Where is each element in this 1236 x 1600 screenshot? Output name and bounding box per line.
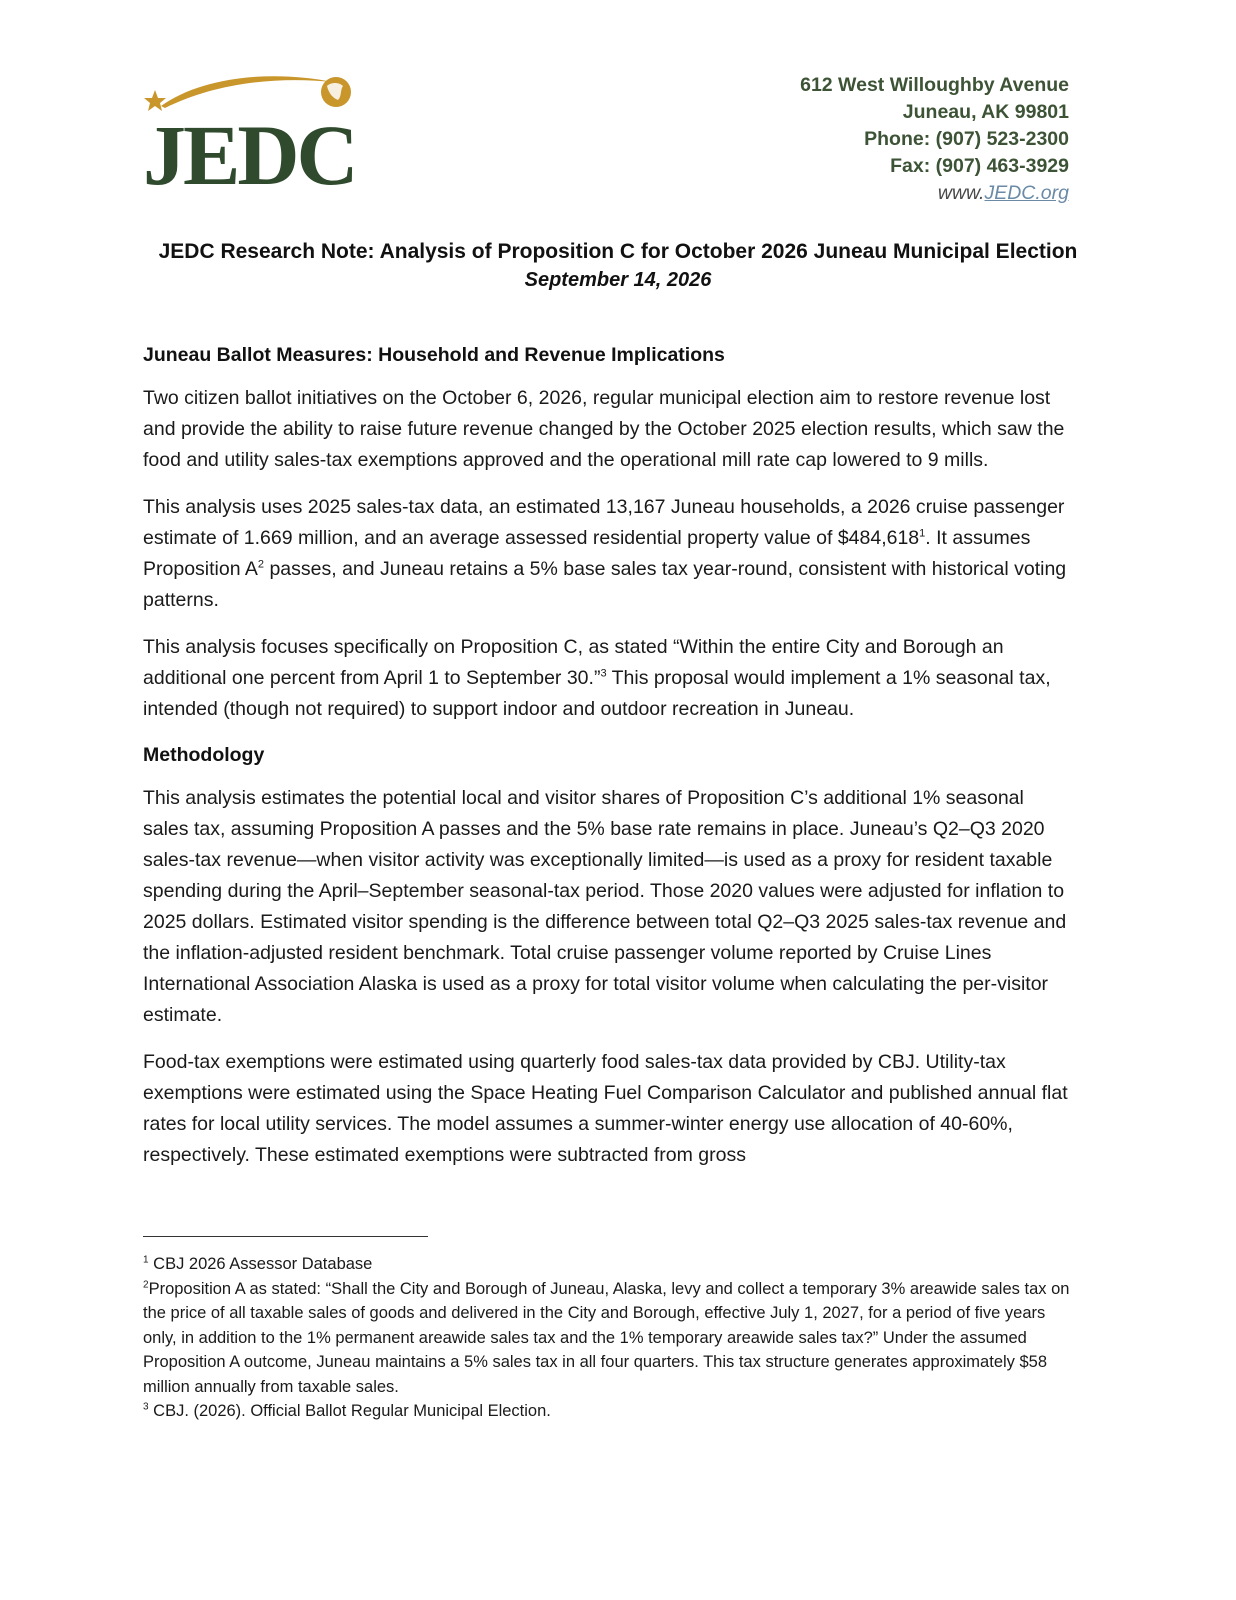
footnote-ref-2[interactable]: 2 <box>257 558 265 571</box>
title-block <box>0 237 1236 295</box>
page-title: JEDC Research Note: Analysis of Proposition C for October 2026 Juneau Municipal Election <box>158 240 1078 263</box>
footnote-2: $^2$Proposition A as stated: “Shall the City and Borough of Juneau, Alaska, levy and collect a temporary 3% areawide sales tax on the price of all taxable sales of goods and delivered in the City and Borough, effective July 1, 2027, for a period of five years only, in addition to the 1% permanent areawide sales tax and the 1% temporary areawide sales tax?” Under the assumed Proposition A outcome, Juneau maintains a 5% sales tax in all four quarters. This tax structure generates approximately $58 million annually from taxable sales. <box>143 1279 1070 1396</box>
phone-number: Phone: (907) 523-2300 <box>864 128 1069 150</box>
section-heading-ballot-measures: Juneau Ballot Measures: Household and Revenue Implications <box>143 344 725 366</box>
paragraph-assumptions: This analysis uses 2025 sales-tax data, an estimated 13,167 Juneau households, a 2026 cruise passenger estimate of 1.669 million, and an average assessed residential property value of $484,618$^1$. It assumes Proposition $A^2$ passes, and Juneau retains a 5% base sales tax year-round, consistent with historical voting patterns. <box>143 496 1067 611</box>
section-heading-methodology: Methodology <box>143 744 265 766</box>
main-content <box>143 341 1073 1187</box>
website-link[interactable]: JEDC.org <box>984 182 1069 204</box>
street-address: 612 West Willoughby Avenue <box>800 74 1069 96</box>
footnote-ref-3[interactable]: 3 <box>600 667 607 680</box>
footnote-3: $^3$ CBJ. (2026). Official Ballot Regular Municipal Election. <box>143 1401 551 1420</box>
logo-wordmark: JEDC <box>143 107 356 203</box>
address-block <box>800 72 1069 207</box>
footnote-1: $^1$ CBJ 2026 Assessor Database <box>143 1254 373 1273</box>
footnotes <box>143 1252 1073 1424</box>
city-state-zip: Juneau, AK 99801 <box>902 101 1069 123</box>
paragraph-proposition-c: This analysis focuses specifically on Proposition C, as stated “Within the entire City and Borough an additional one percent from April 1 to September 30.”$^3$ This proposal would implement a 1% seasonal tax, intended (though not required) to support indoor and outdoor recreation in Juneau. <box>143 636 1051 720</box>
footnote-divider <box>143 1236 428 1237</box>
paragraph-intro: Two citizen ballot initiatives on the October 6, 2026, regular municipal election aim to restore revenue lost and provide the ability to raise future revenue changed by the October 2025 election results, which saw the food and utility sales-tax exemptions approved and the operational mill rate cap lowered to 9 mills. <box>143 387 1065 471</box>
footnote-ref-1[interactable]: 1 <box>919 527 926 540</box>
paragraph-methodology-2: Food-tax exemptions were estimated using quarterly food sales-tax data provided by CBJ. Utility-tax exemptions were estimated using the Space Heating Fuel Comparison Calculator and published annual flat rates for local utility services. The model assumes a summer-winter energy use allocation of 40-60%, respectively. These estimated exemptions were subtracted from gross <box>143 1051 1068 1166</box>
publication-date: September 14, 2026 <box>524 269 712 291</box>
fax-number: Fax: (907) 463-3929 <box>890 155 1069 177</box>
jedc-logo <box>143 68 358 213</box>
website-prefix: www. <box>937 182 985 204</box>
website <box>800 180 1069 207</box>
paragraph-methodology-1: This analysis estimates the potential local and visitor shares of Proposition C’s additional 1% seasonal sales tax, assuming Proposition A passes and the 5% base rate remains in place. Juneau’s Q2–Q3 2020 sales-tax revenue—when visitor activity was exceptionally limited—is used as a proxy for resident taxable spending during the April–September seasonal-tax period. Those 2020 values were adjusted for inflation to 2025 dollars. Estimated visitor spending is the difference between total Q2–Q3 2025 sales-tax revenue and the inflation-adjusted resident benchmark. Total cruise passenger volume reported by Cruise Lines International Association Alaska is used as a proxy for total visitor volume when calculating the per-visitor estimate. <box>143 787 1067 1026</box>
